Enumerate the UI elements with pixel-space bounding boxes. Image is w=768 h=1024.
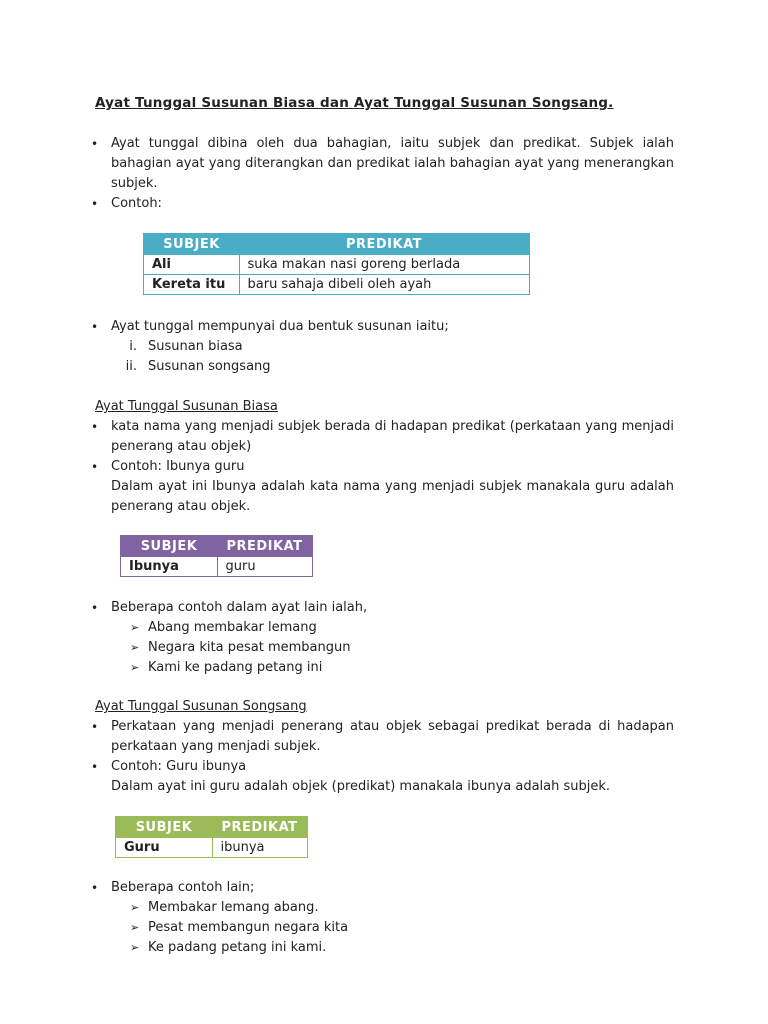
table-header: PREDIKAT [239, 234, 530, 255]
table-header: PREDIKAT [217, 536, 313, 557]
table-cell: Guru [116, 838, 213, 858]
arrow-bullet-icon: ➢ [130, 941, 140, 954]
songsang-more: Beberapa contoh lain; [111, 880, 255, 895]
table-cell: baru sahaja dibeli oleh ayah [239, 275, 530, 295]
list-number: ii. [125, 359, 137, 374]
list-item: Susunan songsang [148, 359, 271, 374]
bullet-icon: • [91, 720, 99, 734]
table-header: SUBJEK [144, 234, 240, 255]
list-item: Abang membakar lemang [148, 620, 317, 635]
biasa-contoh: Contoh: Ibunya guru [111, 459, 245, 474]
list-number: i. [129, 339, 137, 354]
table-row [144, 275, 530, 295]
table-header: SUBJEK [116, 817, 213, 838]
list-item: Negara kita pesat membangun [148, 640, 351, 655]
biasa-explanation: Dalam ayat ini Ibunya adalah kata nama yang menjadi subjek manakala guru adalah penerang atau objek. [111, 479, 674, 514]
table-header: PREDIKAT [212, 817, 308, 838]
intro-paragraph: Ayat tunggal dibina oleh dua bahagian, iaitu subjek dan predikat. Subjek ialah bahagian ayat yang diterangkan dan predikat ialah bahagian ayat yang menerangkan subjek. [111, 136, 674, 191]
songsang-table [115, 816, 308, 858]
arrow-bullet-icon: ➢ [130, 661, 140, 674]
contoh-label: Contoh: [111, 196, 162, 211]
list-item: Ke padang petang ini kami. [148, 940, 327, 955]
bullet-icon: • [91, 760, 99, 774]
biasa-more: Beberapa contoh dalam ayat lain ialah, [111, 600, 368, 615]
bullet-icon: • [91, 881, 99, 895]
arrow-bullet-icon: ➢ [130, 901, 140, 914]
intro-table [143, 233, 530, 295]
table-cell: Ibunya [121, 557, 218, 577]
list-item: Membakar lemang abang. [148, 900, 319, 915]
bullet-icon: • [91, 320, 99, 334]
table-cell: guru [217, 557, 313, 577]
bullet-icon: • [91, 601, 99, 615]
table-row [121, 557, 313, 577]
songsang-contoh: Contoh: Guru ibunya [111, 759, 247, 774]
arrow-bullet-icon: ➢ [130, 621, 140, 634]
table-row [116, 838, 308, 858]
arrow-bullet-icon: ➢ [130, 921, 140, 934]
table-header: SUBJEK [121, 536, 218, 557]
list-item: Pesat membangun negara kita [148, 920, 349, 935]
table-cell: suka makan nasi goreng berlada [239, 255, 530, 275]
bullet-icon: • [91, 420, 99, 434]
songsang-definition: Perkataan yang menjadi penerang atau objek sebagai predikat berada di hadapan perkataan yang menjadi subjek. [111, 719, 674, 754]
bullet-icon: • [91, 460, 99, 474]
table-cell: Ali [144, 255, 240, 275]
biasa-definition: kata nama yang menjadi subjek berada di hadapan predikat (perkataan yang menjadi penerang atau objek) [111, 419, 674, 454]
table-cell: ibunya [212, 838, 308, 858]
biasa-table [120, 535, 313, 577]
table-cell: Kereta itu [144, 275, 240, 295]
list-item: Kami ke padang petang ini [148, 660, 323, 675]
page-title: Ayat Tunggal Susunan Biasa dan Ayat Tunggal Susunan Songsang. [95, 95, 614, 111]
songsang-explanation: Dalam ayat ini guru adalah objek (predikat) manakala ibunya adalah subjek. [111, 779, 611, 794]
intro-paragraph-2: Ayat tunggal mempunyai dua bentuk susunan iaitu; [111, 319, 449, 334]
arrow-bullet-icon: ➢ [130, 641, 140, 654]
section-heading-biasa: Ayat Tunggal Susunan Biasa [95, 399, 278, 414]
bullet-icon: • [91, 137, 99, 151]
table-row [144, 255, 530, 275]
bullet-icon: • [91, 197, 99, 211]
list-item: Susunan biasa [148, 339, 243, 354]
section-heading-songsang: Ayat Tunggal Susunan Songsang [95, 699, 307, 714]
